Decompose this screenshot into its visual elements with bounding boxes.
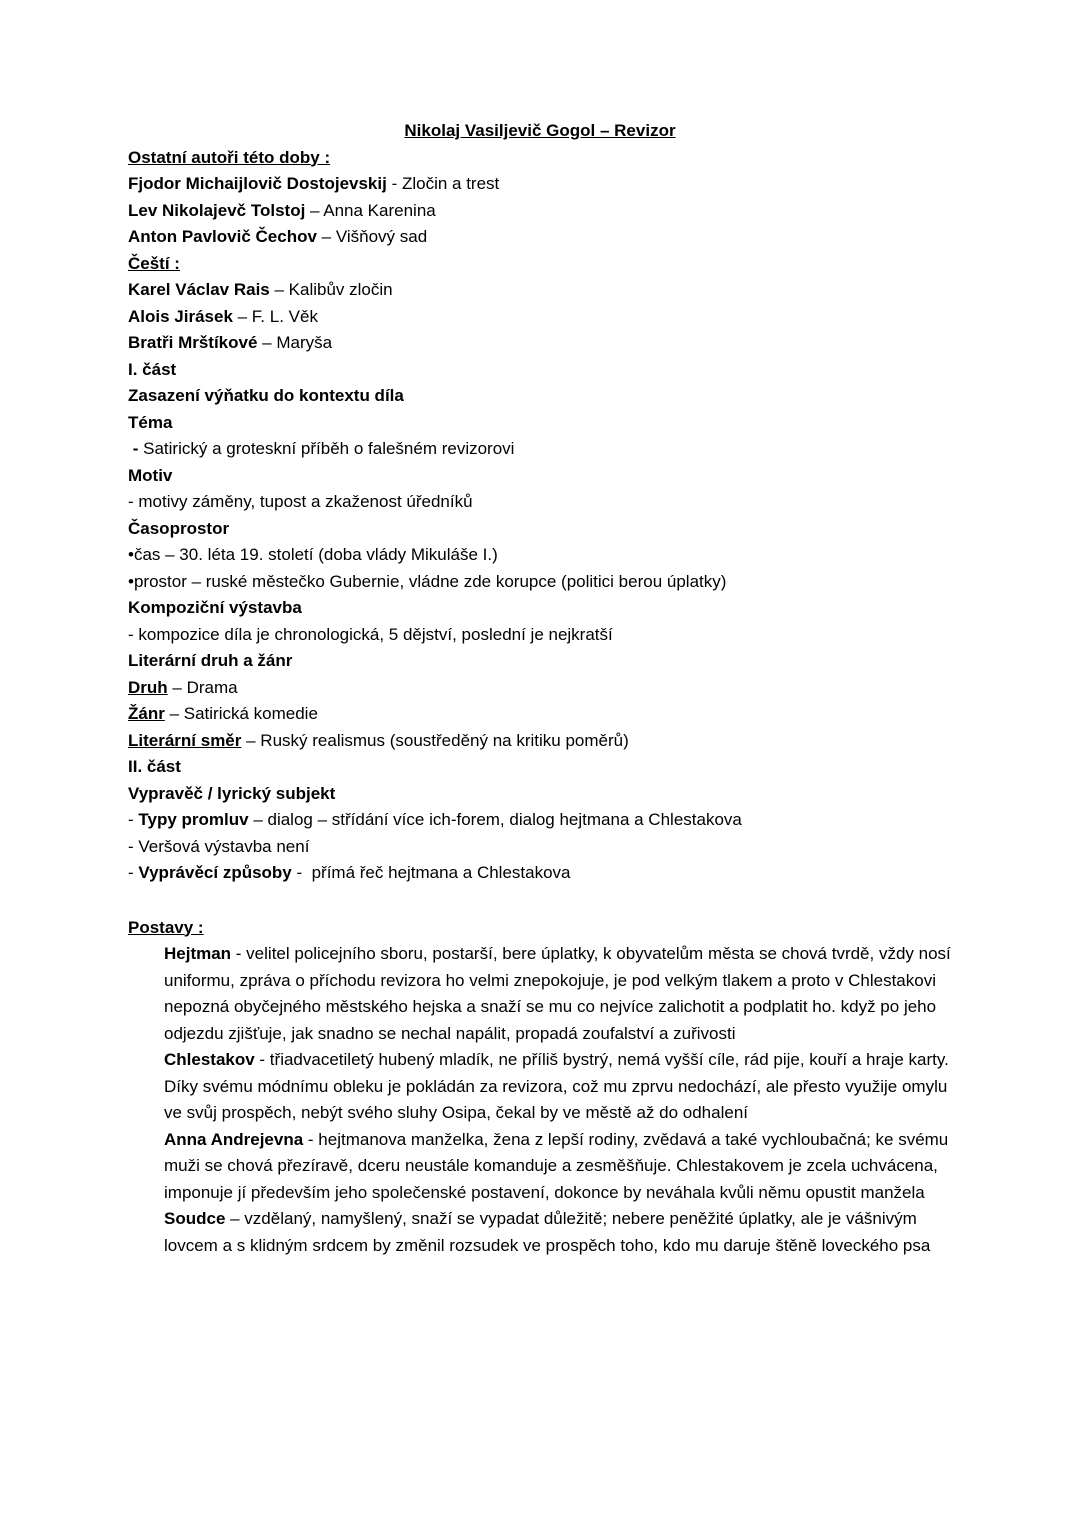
- section-heading: [128, 383, 952, 410]
- text-segment: Motiv: [128, 465, 173, 485]
- text-segment: – Višňový sad: [316, 227, 428, 246]
- text-segment: Vyprávěcí způsoby: [138, 863, 292, 882]
- text-segment: •čas – 30. léta 19. století (doba vlády Mikuláše I.): [128, 545, 498, 564]
- text-segment: -: [128, 810, 139, 829]
- character-paragraph: [164, 1206, 952, 1259]
- text-segment: Alois Jirásek: [128, 306, 233, 326]
- text-line: [128, 171, 952, 198]
- text-line: [128, 277, 952, 304]
- text-segment: •prostor – ruské městečko Gubernie, vládne zde korupce (politici berou úplatky): [128, 571, 727, 591]
- text-segment: Literární směr: [128, 730, 242, 750]
- text-segment: - Veršová výstavba není: [128, 836, 310, 856]
- text-line: [128, 701, 952, 728]
- text-segment: Kompoziční výstavba: [128, 598, 302, 617]
- text-segment: I. část: [128, 359, 177, 379]
- text-segment: - motivy záměny, tupost a zkaženost úředníků: [128, 492, 473, 511]
- section-heading: [128, 595, 952, 622]
- text-segment: Žánr: [128, 704, 165, 723]
- text-segment: Chlestakov: [164, 1050, 255, 1069]
- text-segment: II. část: [128, 757, 181, 776]
- text-segment: Nikolaj Vasiljevič Gogol – Revizor: [404, 121, 676, 140]
- character-paragraph: [164, 1047, 952, 1127]
- text-line: [128, 622, 952, 649]
- text-segment: -: [128, 863, 139, 882]
- section-heading: [128, 516, 952, 543]
- text-segment: - hejtmanova manželka, žena z lepší rodiny, zvědavá a také vychloubačná; ke svému muži se chová přezíravě, dceru neustále komanduje a zesměšňuje. Chlestakovem je zcela uchvácena, imponuje jí především jeho společenské postavení, dokonce by neváhala kvůli němu opustit manžela: [164, 1129, 954, 1202]
- text-segment: - Zločin a trest: [386, 174, 500, 193]
- text-segment: - třiadvacetiletý hubený mladík, ne příliš bystrý, nemá vyšší cíle, rád pije, kouří a hraje karty. Díky svému módnímu obleku je pokládán za revizora, což mu zprvu nedochází, ale přesto využije omylu ve svůj prospěch, nebýt svého sluhy Osipa, čekal by ve městě až do odhalení: [164, 1050, 954, 1122]
- text-segment: Zasazení výňatku do kontextu díla: [128, 386, 404, 405]
- text-line: [128, 304, 952, 331]
- section-heading: [128, 251, 952, 278]
- text-segment: -: [128, 439, 144, 458]
- character-paragraph: [164, 1127, 952, 1207]
- text-line: [128, 834, 952, 861]
- text-segment: – Kalibův zločin: [269, 280, 393, 299]
- text-segment: Anton Pavlovič Čechov: [128, 227, 317, 246]
- text-line: [128, 330, 952, 357]
- text-segment: Satirický a groteskní příběh o falešném revizorovi: [143, 439, 515, 458]
- text-segment: - kompozice díla je chronologická, 5 dějství, poslední je nejkratší: [128, 624, 613, 644]
- bullet-line: [128, 542, 952, 569]
- text-segment: – vzdělaný, namyšlený, snaží se vypadat důležitě; nebere peněžité úplatky, ale je vášnivým lovcem a s klidným srdcem by změnil rozsudek ve prospěch toho, kdo mu daruje štěně loveckého psa: [164, 1209, 931, 1255]
- character-paragraph: [164, 941, 956, 1047]
- text-segment: Postavy :: [128, 917, 204, 937]
- section-heading: [128, 754, 952, 781]
- text-segment: Bratři Mrštíkové: [128, 333, 258, 352]
- text-segment: - přímá řeč hejtmana a Chlestakova: [291, 863, 571, 882]
- text-line: [128, 728, 952, 755]
- text-segment: Karel Václav Rais: [128, 280, 270, 299]
- section-heading: [128, 357, 952, 384]
- text-segment: Fjodor Michaijlovič Dostojevskij: [128, 174, 387, 193]
- section-heading: [128, 648, 952, 675]
- text-segment: – Maryša: [257, 333, 333, 352]
- text-segment: Čeští :: [128, 253, 180, 273]
- bullet-line: [128, 569, 952, 596]
- text-segment: Druh: [128, 677, 168, 697]
- text-line: [128, 675, 952, 702]
- text-segment: Časoprostor: [128, 518, 230, 538]
- text-line: [128, 860, 952, 887]
- text-segment: Literární druh a žánr: [128, 651, 293, 670]
- text-segment: Téma: [128, 412, 173, 432]
- section-heading: [128, 410, 952, 437]
- text-segment: - velitel policejního sboru, postarší, bere úplatky, k obyvatelům města se chová tvrdě, vždy nosí uniformu, zpráva o příchodu revizora ho velmi znepokojuje, je pod velkým tlakem a proto v Chlestakovi nepozná obyčejného městského hejska a snaží se mu co nejvíce zalichotit a podplatit ho. když po jeho odjezdu zjišťuje, jak snadno se nechal napálit, propadá zoufalství a zuřivosti: [164, 944, 956, 1043]
- text-segment: Vypravěč / lyrický subjekt: [128, 783, 336, 803]
- text-line: [128, 489, 952, 516]
- document-title: [128, 118, 952, 145]
- text-line: [128, 436, 952, 463]
- text-segment: Ostatní autoři této doby :: [128, 147, 331, 167]
- text-segment: Typy promluv: [138, 810, 249, 829]
- section-heading: [128, 781, 952, 808]
- section-heading: [128, 915, 952, 942]
- section-heading: [128, 145, 952, 172]
- section-heading: [128, 463, 952, 490]
- text-segment: – Drama: [167, 677, 238, 697]
- text-segment: – F. L. Věk: [232, 306, 318, 326]
- text-segment: – Anna Karenina: [305, 200, 436, 220]
- blank-line: [128, 887, 952, 915]
- text-segment: Anna Andrejevna: [164, 1129, 304, 1149]
- document-body: [128, 118, 956, 1259]
- text-segment: – Satirická komedie: [164, 704, 318, 723]
- text-line: [128, 198, 952, 225]
- text-segment: – dialog – střídání více ich-forem, dialog hejtmana a Chlestakova: [248, 810, 742, 829]
- text-segment: – Ruský realismus (soustředěný na kritiku poměrů): [241, 730, 629, 750]
- text-segment: Soudce: [164, 1209, 226, 1228]
- text-segment: Lev Nikolajevč Tolstoj: [128, 200, 306, 220]
- text-line: [128, 807, 952, 834]
- text-line: [128, 224, 952, 251]
- text-segment: Hejtman: [164, 944, 232, 963]
